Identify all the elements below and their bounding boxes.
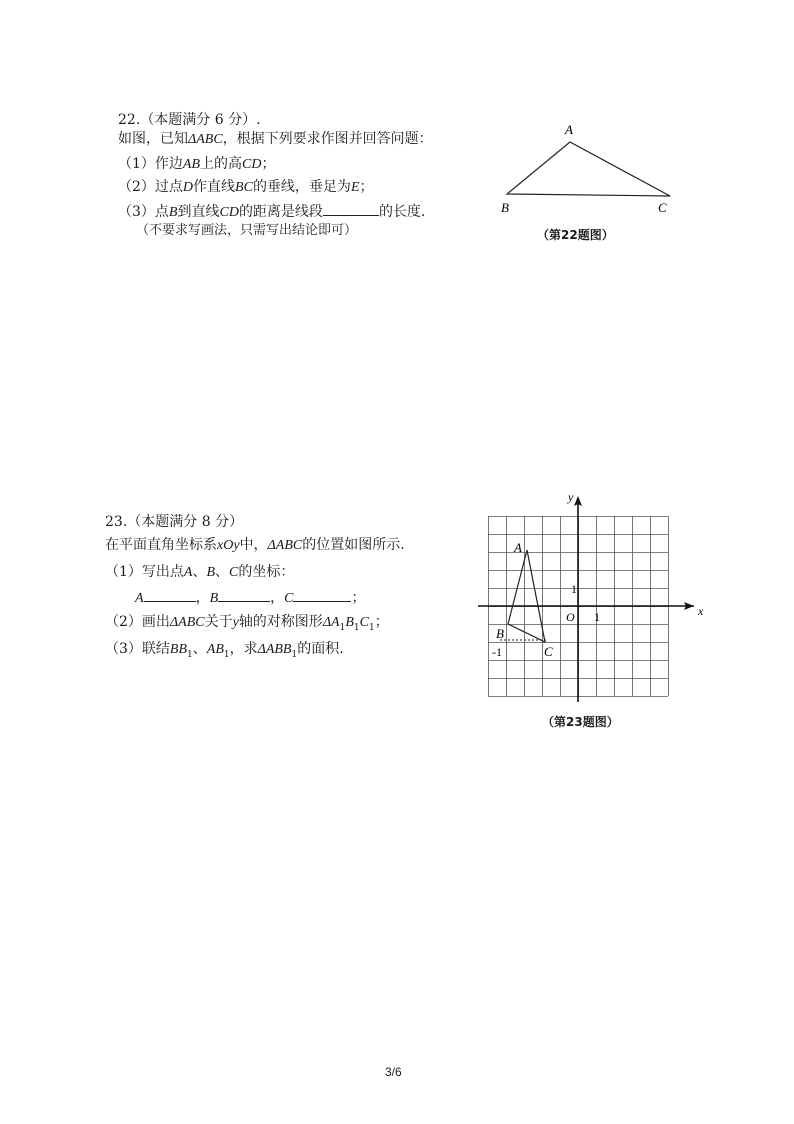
triangle-abc	[507, 142, 670, 196]
answer-blank-a[interactable]	[144, 587, 196, 602]
q23-intro: 在平面直角坐标系xOy中，ΔABC的位置如图所示.	[105, 537, 405, 553]
q22-part1: （1）作边AB上的高CD；	[118, 156, 276, 172]
y-tick-label: 1	[571, 582, 577, 596]
q22-triangle-figure	[495, 118, 685, 218]
axis-label-y: y	[568, 490, 574, 504]
answer-blank-b[interactable]	[218, 587, 270, 602]
triangle-abc	[508, 550, 545, 642]
q22-part3: （3）点B到直线CD的距离是线段 的长度.	[118, 201, 425, 222]
answer-blank-c[interactable]	[293, 587, 351, 602]
q23-answer-row: A ，B ，C ；	[135, 587, 365, 608]
vertex-label-b: B	[501, 200, 509, 215]
q23-part3: （3）联结$BB_1$、$AB_1$，求$\Delta ABB_1$的面积.	[105, 641, 344, 660]
q23-part2: （2）画出ΔABC关于y轴的对称图形$\Delta A_1B_1C_1$；	[105, 614, 389, 633]
neg-tick-label: -1	[492, 645, 502, 659]
q22-part2: （2）过点D作直线BC的垂线，垂足为E；	[118, 179, 374, 195]
q23-coordinate-grid	[470, 490, 710, 705]
q23-part1: （1）写出点A、B、C的坐标：	[105, 564, 295, 580]
q22-answer-blank[interactable]	[323, 201, 379, 216]
q22-note: （不要求写画法，只需写出结论即可）	[136, 223, 358, 238]
axis-label-x: x	[698, 604, 704, 618]
q23-figure-caption: （第23题图）	[542, 715, 619, 729]
q22-figure-caption: （第22题图）	[537, 228, 614, 242]
q22-intro: 如图，已知ΔABC，根据下列要求作图并回答问题：	[118, 131, 433, 147]
origin-label: O	[566, 610, 575, 624]
point-label-c: C	[544, 644, 553, 659]
point-label-a: A	[514, 540, 522, 555]
point-label-b: B	[496, 626, 504, 641]
vertex-label-a: A	[565, 122, 573, 137]
x-tick-label: 1	[594, 610, 600, 624]
q23-header: 23.（本题满分 8 分）	[105, 514, 244, 530]
page-number: 3/6	[385, 1065, 402, 1079]
vertex-label-c: C	[658, 200, 667, 215]
q22-header: 22.（本题满分 6 分）.	[118, 112, 261, 128]
